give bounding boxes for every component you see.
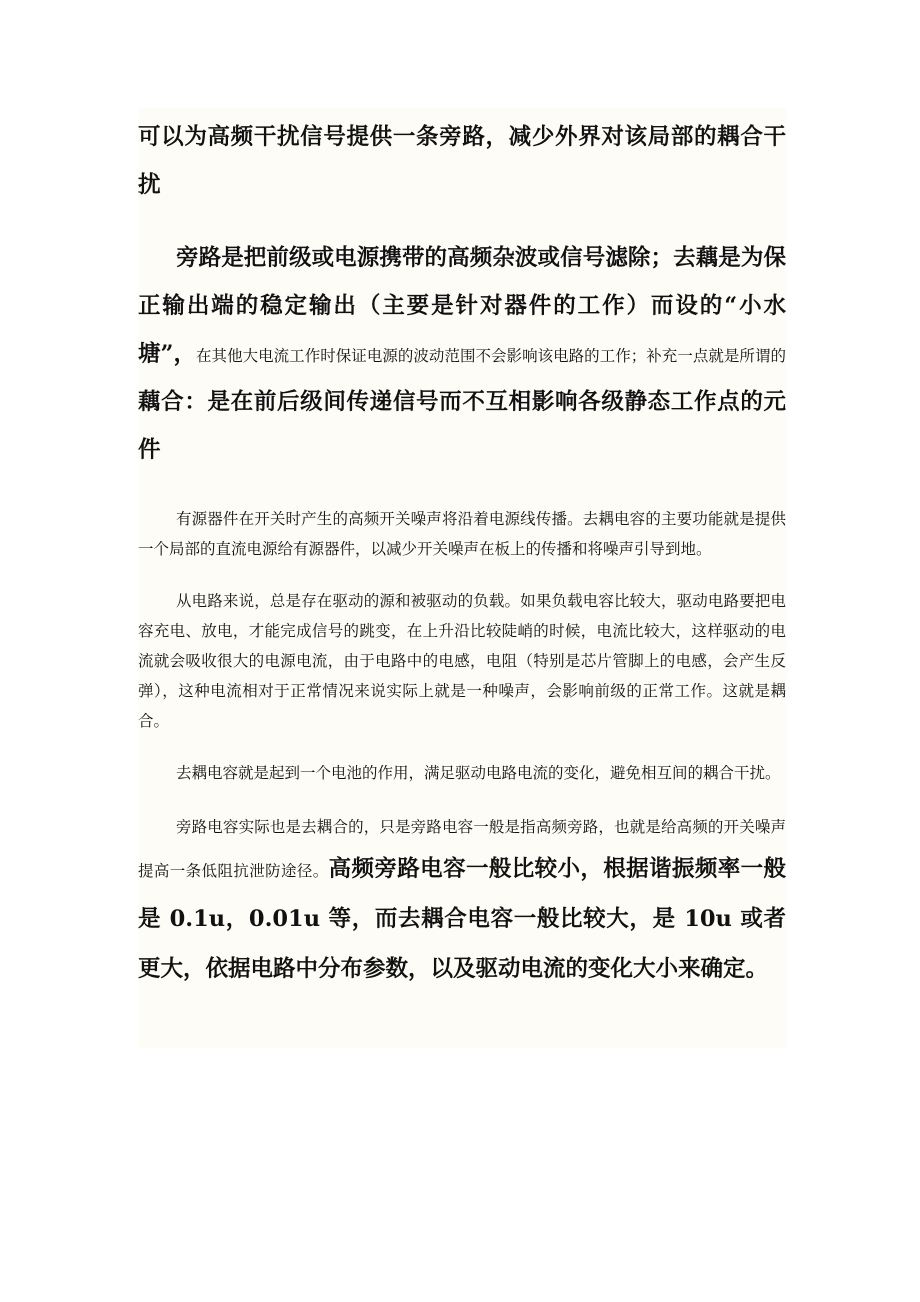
- paragraph-bypass-decoupling-definition: [138, 234, 786, 474]
- paragraph-bypass-intro: [138, 113, 786, 209]
- paragraph-text: 有源器件在开关时产生的高频开关噪声将沿着电源线传播。去耦电容的主要功能就是提供一个局部的直流电源给有源器件，以减少开关噪声在板上的传播和将噪声引导到地。: [138, 510, 786, 558]
- paragraph-circuit-coupling: [138, 586, 786, 736]
- paragraph-decoupling-battery: [138, 758, 786, 788]
- normal-bypass-text: 旁路电容实际也是去耦合的，只是旁路电容一般是指高频旁路，也就是给高频的开关噪声提高一条低阻抗泄防途径。: [138, 818, 786, 880]
- document-page: [138, 108, 786, 1048]
- paragraph-text: 可以为高频干扰信号提供一条旁路，减少外界对该局部的耦合干扰: [138, 124, 786, 198]
- paragraph-text: 从电路来说，总是存在驱动的源和被驱动的负载。如果负载电容比较大，驱动电路要把电容充电、放电，才能完成信号的跳变，在上升沿比较陡峭的时候，电流比较大，这样驱动的电流就会吸收很大的电源电流，由于电路中的电感，电阻（特别是芯片管脚上的电感，会产生反弹），这种电流相对于正常情况来说实际上就是一种噪声，会影响前级的正常工作。这就是耦合。: [138, 592, 786, 730]
- bold-capacitor-values-text: 高频旁路电容一般比较小，根据谐振频率一般是 0.1u，0.01u 等，而去耦合电容一般比较大，是 10u 或者更大，依据电路中分布参数，以及驱动电流的变化大小来确定。: [138, 856, 786, 982]
- bold-coupling-definition-text: 藕合：是在前后级间传递信号而不互相影响各级静态工作点的元件: [138, 389, 786, 463]
- paragraph-text: 去耦电容就是起到一个电池的作用，满足驱动电路电流的变化，避免相互间的耦合干扰。: [176, 764, 781, 782]
- paragraph-active-device-noise: [138, 504, 786, 564]
- bold-definition-text: 旁路是把前级或电源携带的高频杂波或信号滤除；去藕是为保正输出端的稳定输出（主要是针对器件的工作）而设的“小水塘”，: [138, 245, 786, 367]
- normal-explanation-text: 在其他大电流工作时保证电源的波动范围不会影响该电路的工作；补充一点就是所谓的: [196, 347, 786, 365]
- paragraph-bypass-capacitor-values: [138, 810, 786, 994]
